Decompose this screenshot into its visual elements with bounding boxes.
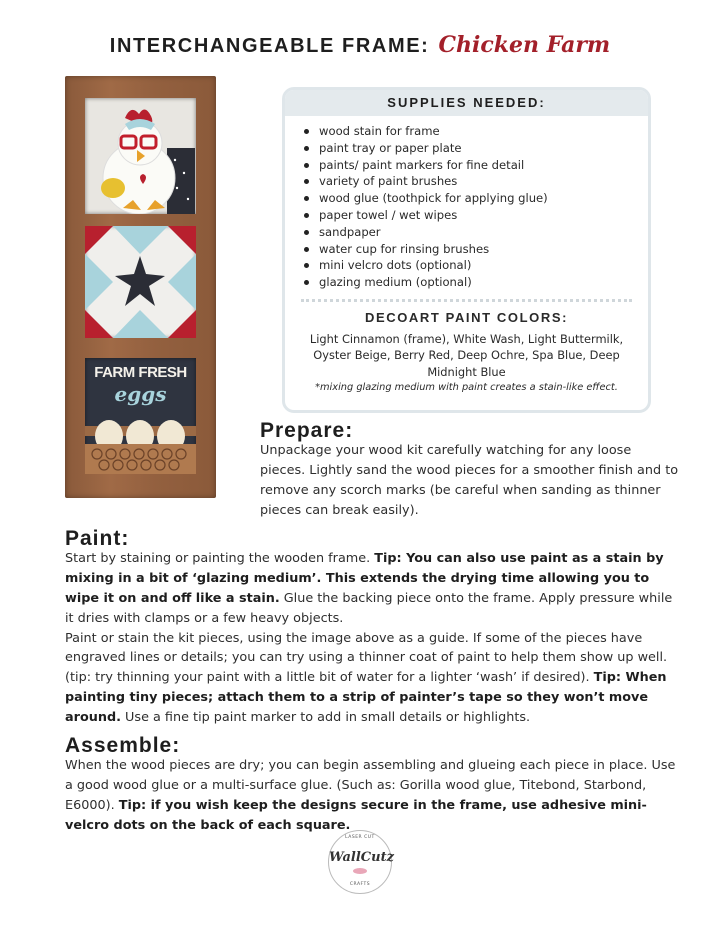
list-item: mini velcro dots (optional) — [319, 257, 648, 274]
chicken-panel — [85, 98, 196, 214]
list-item: sandpaper — [319, 224, 648, 241]
paint-p2-tip: Tip: When painting tiny pieces; attach them to a strip of painter’s tape so they won’t move around. — [65, 670, 667, 726]
assemble-text: When the wood pieces are dry; you can begin assembling and glueing each piece in place. Use a good wood glue or a multi-surface glue. (Such as: Gorilla wood glue, Titebond, Starbond, E6000). — [65, 757, 676, 813]
supplies-list — [285, 123, 648, 291]
logo-ring-bottom: CRAFTS — [349, 882, 371, 887]
paint-p1-text-a: Start by staining or painting the wooden frame. — [65, 550, 375, 566]
paint-colors-heading: DECOART PAINT COLORS: — [364, 309, 569, 325]
list-item: paper towel / wet wipes — [319, 207, 648, 224]
paint-section — [65, 529, 677, 728]
title-main: INTERCHANGEABLE FRAME: — [109, 35, 430, 57]
list-item: wood stain for frame — [319, 123, 648, 140]
paint-colors-list: Light Cinnamon (frame), White Wash, Light Buttermilk, Oyster Beige, Berry Red, Deep Ochre, Spa Blue, Deep Midnight Blue — [309, 331, 624, 379]
sign-line2: eggs — [114, 382, 167, 406]
assemble-paragraph — [65, 756, 677, 836]
logo-name: WallCutz — [329, 850, 394, 865]
supplies-box — [282, 87, 651, 413]
prepare-section — [260, 421, 680, 521]
paint-paragraph-1 — [65, 549, 677, 629]
title-sub: Chicken Farm — [438, 32, 611, 58]
prepare-text: Unpackage your wood kit carefully watching for any loose pieces. Lightly sand the wood pieces for a smoother finish and to remove any scorch marks (be careful when sanding as thinner pieces can break easily). — [260, 442, 679, 518]
paint-note: *mixing glazing medium with paint creates a stain-like effect. — [315, 382, 618, 394]
eggs-panel — [85, 358, 196, 474]
list-item: variety of paint brushes — [319, 173, 648, 190]
paint-p2-text-b: Use a fine tip paint marker to add in small details or highlights. — [120, 710, 531, 726]
sign-line1: FARM FRESH — [94, 364, 187, 381]
paint-p2-text-a: Paint or stain the kit pieces, using the image above as a guide. If some of the pieces have engraved lines or details; you can try using a thinner coat of paint to help them show up well. (tip: try thinning your paint with a little bit of water for a lighter ‘wash’ if desired). — [65, 630, 668, 686]
logo-ring-top: LASER CUT — [345, 835, 375, 840]
list-item: paints/ paint markers for fine detail — [319, 157, 648, 174]
quilt-panel — [85, 226, 196, 338]
list-item: paint tray or paper plate — [319, 140, 648, 157]
assemble-heading: Assemble: — [65, 734, 181, 757]
paint-paragraph-2 — [65, 629, 677, 729]
paint-p1-tip: Tip: You can also use paint as a stain by mixing in a bit of ‘glazing medium’. This extends the drying time allowing you to wipe it on and off like a stain. — [65, 550, 664, 606]
frame-illustration — [65, 76, 216, 498]
prepare-heading: Prepare: — [260, 419, 354, 442]
wallcutz-logo — [328, 830, 392, 894]
supplies-heading: SUPPLIES NEEDED: — [285, 90, 648, 116]
paint-p1-text-b: Glue the backing piece onto the frame. Apply pressure while it dries with clamps or a few heavy objects. — [65, 590, 673, 626]
assemble-tip: Tip: if you wish keep the designs secure in the frame, use adhesive mini-velcro dots on the back of each square. — [65, 797, 647, 833]
flower-icon — [353, 868, 367, 874]
paint-heading: Paint: — [65, 527, 130, 550]
dotted-divider — [301, 299, 632, 302]
list-item: water cup for rinsing brushes — [319, 241, 648, 258]
page-title — [0, 32, 720, 58]
list-item: wood glue (toothpick for applying glue) — [319, 190, 648, 207]
list-item: glazing medium (optional) — [319, 274, 648, 291]
assemble-section — [65, 736, 677, 836]
